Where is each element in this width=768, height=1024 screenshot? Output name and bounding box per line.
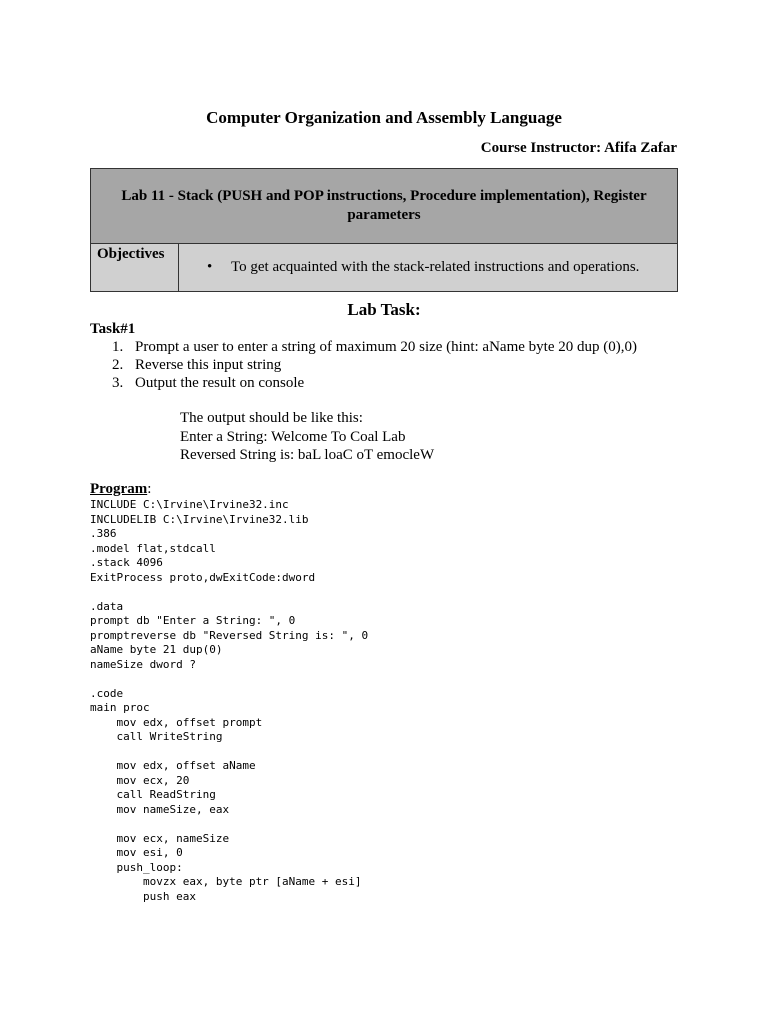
objective-item [179, 244, 678, 292]
program-heading [90, 481, 151, 498]
code-line: promptreverse db "Reversed String is: ", 0 [90, 628, 369, 642]
code-line: .model flat,stdcall [90, 541, 216, 555]
output-line: Enter a String: Welcome To Coal Lab [180, 428, 406, 445]
code-line: mov edx, offset aName [90, 759, 256, 772]
code-line: push eax [90, 889, 196, 903]
step-text: Output the result on console [135, 375, 305, 391]
code-line: movzx eax, byte ptr [aName + esi] [90, 875, 362, 888]
code-block [90, 498, 368, 904]
code-line: mov ecx, 20 [90, 773, 190, 787]
code-line: call WriteString [90, 730, 223, 743]
code-line [90, 817, 368, 832]
code-line: ExitProcess proto,dwExitCode:dword [90, 570, 316, 584]
code-line [90, 672, 368, 687]
step-number: 1. [112, 339, 124, 355]
step-number: 2. [112, 357, 124, 373]
code-line: INCLUDELIB C:\Irvine\Irvine32.lib [90, 512, 309, 526]
code-line: nameSize dword ? [90, 657, 196, 671]
bullet-icon: • [207, 259, 213, 275]
code-line: INCLUDE C:\Irvine\Irvine32.inc [90, 498, 289, 511]
code-line: aName byte 21 dup(0) [90, 643, 223, 656]
list-item [112, 356, 637, 374]
task-steps [112, 338, 637, 392]
lab-heading: Lab 11 - Stack (PUSH and POP instructions, Procedure implementation), Register parameters [91, 169, 678, 244]
output-line: Reversed String is: baL loaC oT emocleW [180, 447, 435, 463]
code-line: main proc [90, 701, 150, 714]
code-line [90, 585, 368, 600]
code-line: push_loop: [90, 860, 183, 874]
list-item [112, 338, 637, 356]
document-title: Computer Organization and Assembly Language [206, 108, 562, 127]
program-colon: : [147, 481, 152, 497]
code-line: mov esi, 0 [90, 846, 183, 859]
task-label: Task#1 [90, 321, 136, 337]
code-line: .data [90, 599, 124, 613]
program-label: Program [90, 481, 148, 497]
code-line: .code [90, 686, 124, 700]
step-number: 3. [112, 375, 124, 391]
code-line: mov nameSize, eax [90, 802, 230, 816]
code-line: .stack 4096 [90, 556, 163, 569]
code-line [90, 745, 368, 760]
expected-output [180, 409, 434, 465]
step-text: Reverse this input string [135, 357, 282, 373]
objectives-label: Objectives [91, 244, 179, 292]
output-line: The output should be like this: [180, 410, 363, 426]
code-line: .386 [90, 527, 117, 540]
code-line: mov edx, offset prompt [90, 715, 263, 729]
list-item [112, 374, 637, 392]
code-line: prompt db "Enter a String: ", 0 [90, 614, 296, 627]
step-text: Prompt a user to enter a string of maximum 20 size (hint: aName byte 20 dup (0),0) [135, 339, 637, 355]
code-line: mov ecx, nameSize [90, 831, 230, 845]
lab-task-heading: Lab Task: [347, 300, 421, 319]
course-instructor: Course Instructor: Afifa Zafar [480, 140, 677, 156]
objective-text: To get acquainted with the stack-related instructions and operations. [231, 259, 640, 275]
lab-info-table [90, 168, 678, 292]
code-line: call ReadString [90, 788, 216, 801]
